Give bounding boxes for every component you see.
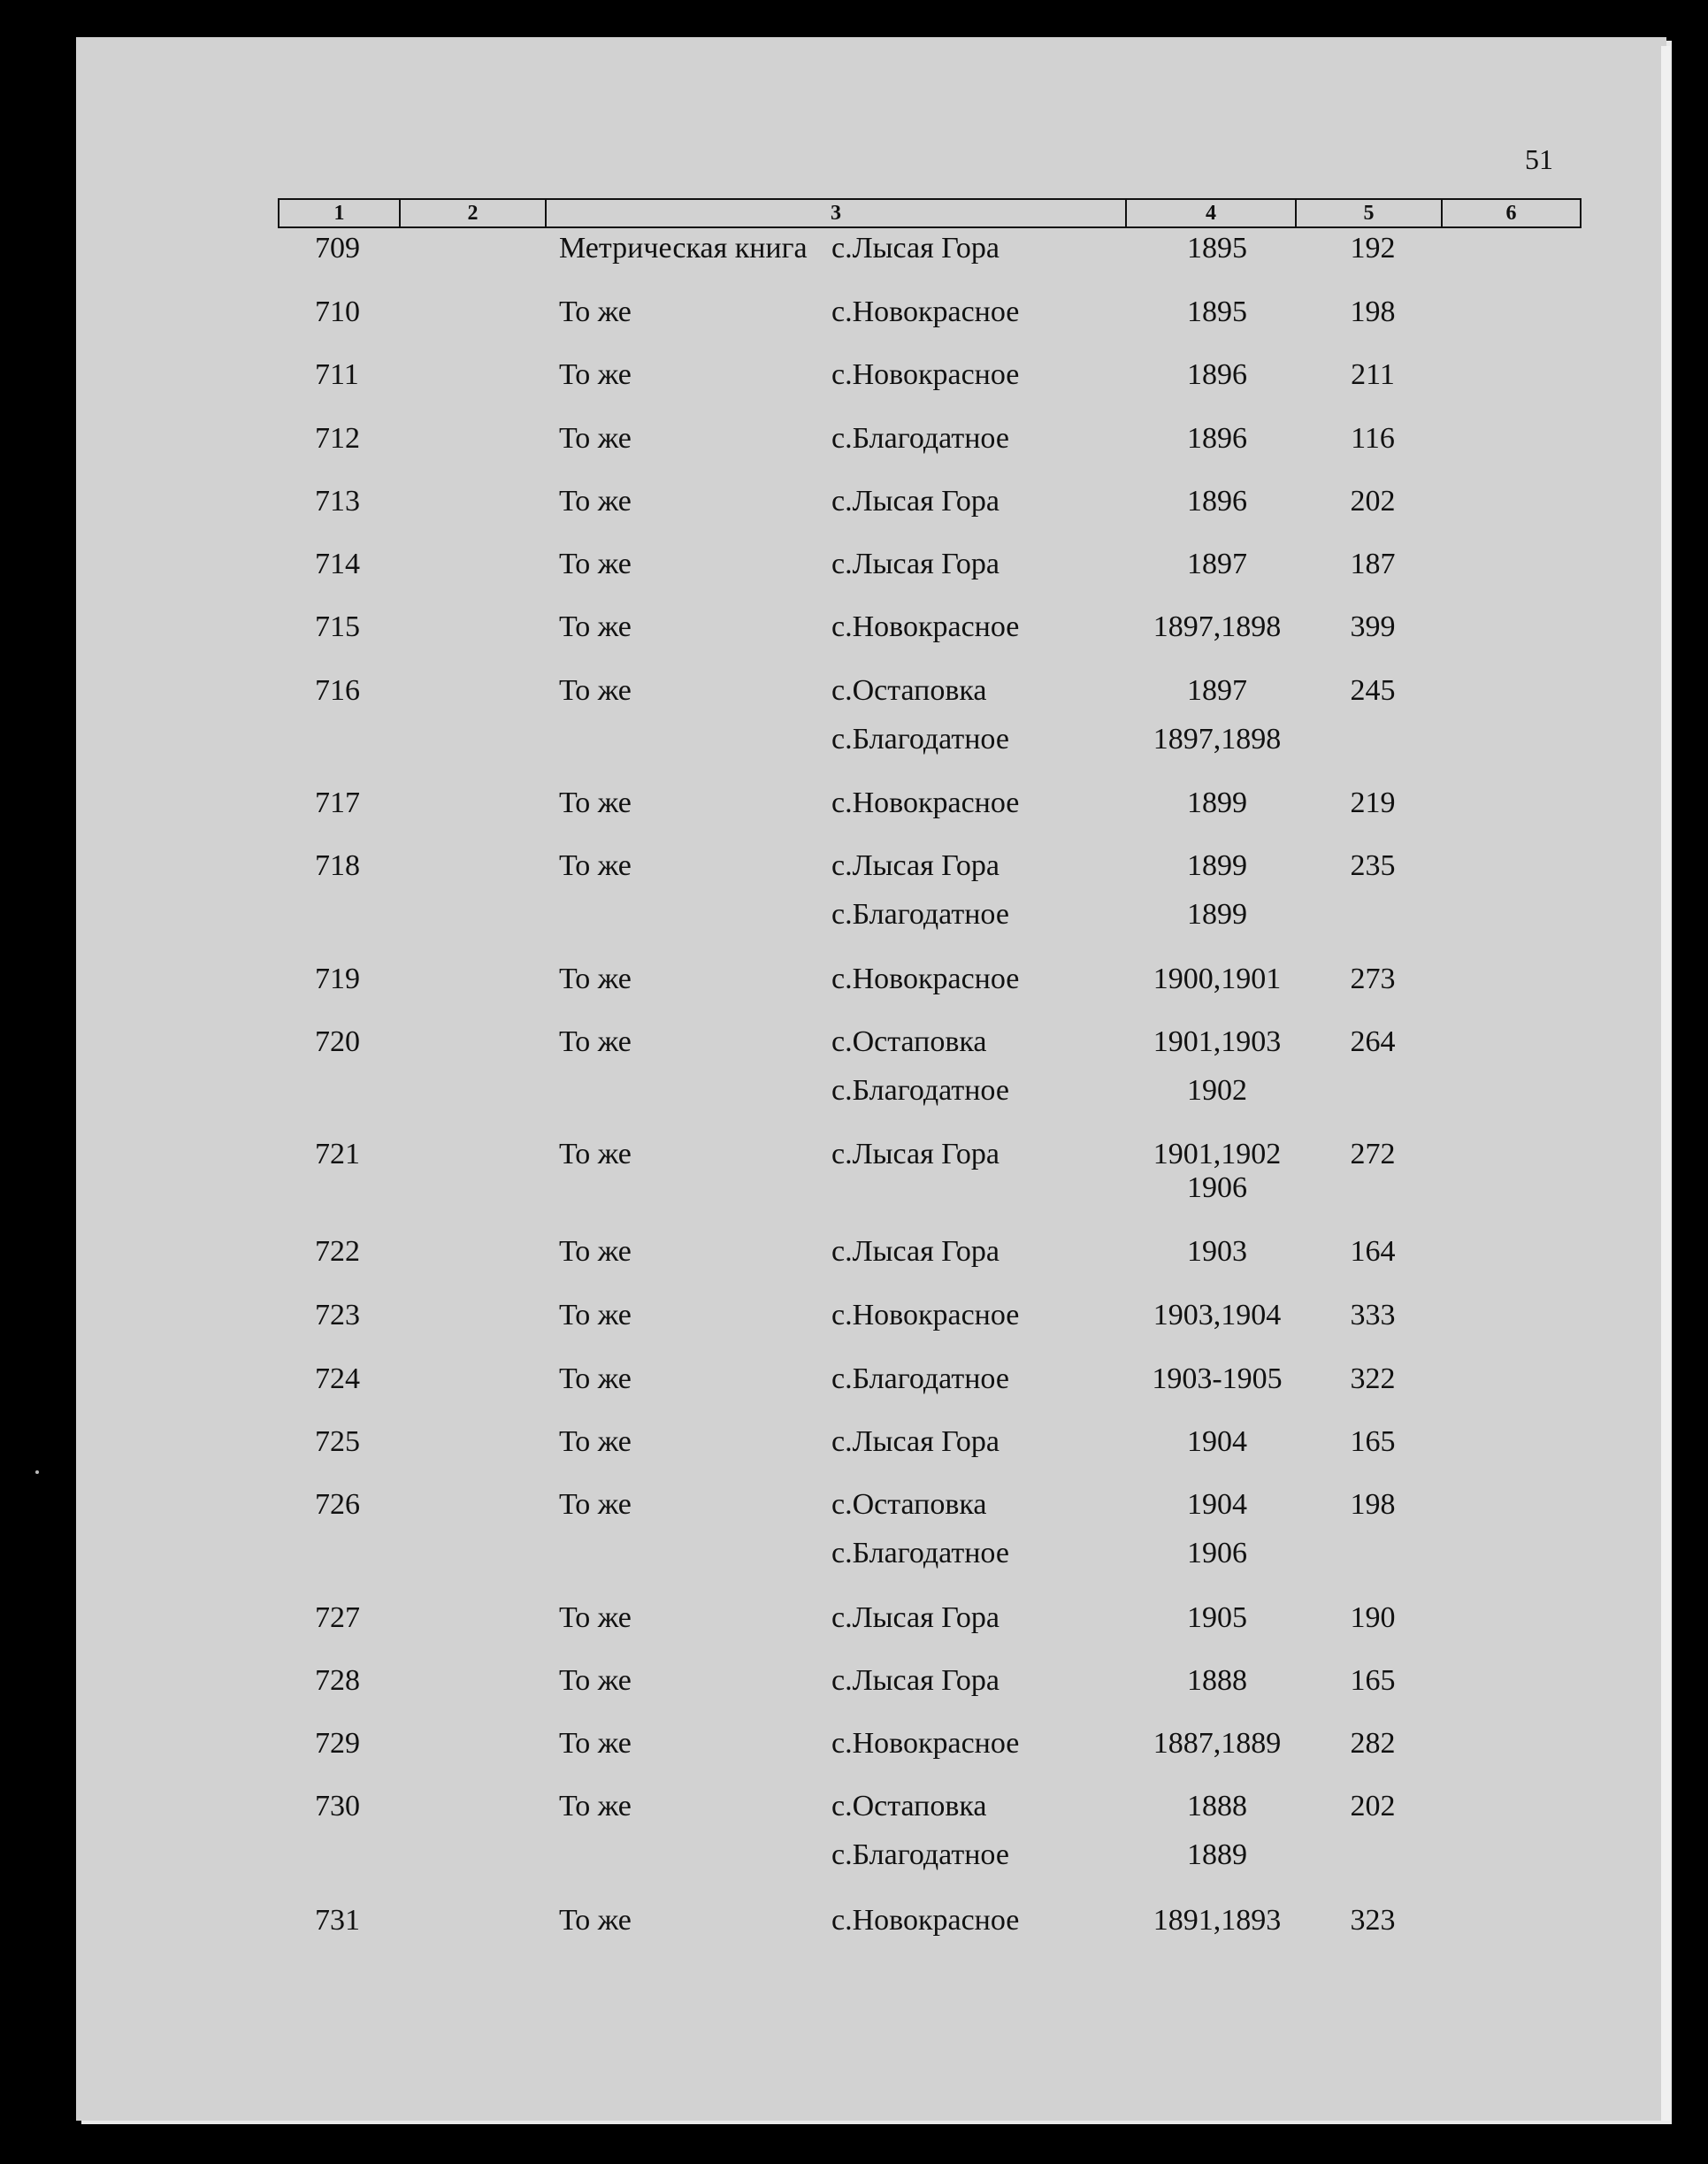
record-type: То же xyxy=(559,849,632,882)
record-place: с.Благодатное xyxy=(831,723,1009,756)
record-sheets: 219 xyxy=(1350,787,1396,819)
record-place: с.Благодатное xyxy=(831,1838,1009,1871)
record-place: с.Лысая Гора xyxy=(831,548,1000,580)
header-col-1: 1 xyxy=(280,200,401,226)
record-number: 721 xyxy=(315,1138,360,1170)
record-place: с.Остаповка xyxy=(831,1790,987,1823)
record-sheets: 164 xyxy=(1350,1235,1396,1268)
record-place: с.Благодатное xyxy=(831,1074,1009,1107)
record-year: 1902 xyxy=(1187,1074,1247,1107)
record-type: То же xyxy=(559,485,632,518)
record-year: 1897 xyxy=(1187,674,1247,707)
record-year: 1903 xyxy=(1187,1235,1247,1268)
record-number: 725 xyxy=(315,1425,360,1458)
record-place: с.Лысая Гора xyxy=(831,1235,1000,1268)
record-type: То же xyxy=(559,548,632,580)
record-year: 1897,1898 xyxy=(1153,610,1282,643)
record-type: То же xyxy=(559,358,632,391)
record-sheets: 272 xyxy=(1350,1138,1396,1170)
record-number: 724 xyxy=(315,1362,360,1395)
record-number: 709 xyxy=(315,232,360,265)
record-type: То же xyxy=(559,787,632,819)
record-sheets: 322 xyxy=(1350,1362,1396,1395)
record-year: 1897 xyxy=(1187,548,1247,580)
record-place: с.Новокрасное xyxy=(831,358,1020,391)
record-place: с.Остаповка xyxy=(831,1488,987,1521)
record-number: 720 xyxy=(315,1025,360,1058)
record-year: 1899 xyxy=(1187,898,1247,931)
record-place: с.Новокрасное xyxy=(831,295,1020,328)
record-number: 714 xyxy=(315,548,360,580)
record-year: 1889 xyxy=(1187,1838,1247,1871)
record-year: 1887,1889 xyxy=(1153,1727,1282,1760)
record-number: 711 xyxy=(315,358,359,391)
record-number: 710 xyxy=(315,295,360,328)
record-type: То же xyxy=(559,1601,632,1634)
record-sheets: 333 xyxy=(1350,1299,1396,1331)
record-sheets: 192 xyxy=(1350,232,1396,265)
record-sheets: 273 xyxy=(1350,963,1396,995)
record-place: с.Благодатное xyxy=(831,1537,1009,1569)
record-year: 1896 xyxy=(1187,358,1247,391)
record-place: с.Новокрасное xyxy=(831,963,1020,995)
record-number: 731 xyxy=(315,1904,360,1937)
record-type: То же xyxy=(559,1025,632,1058)
record-year: 1906 xyxy=(1187,1171,1247,1204)
record-year: 1901,1902 xyxy=(1153,1138,1282,1170)
record-sheets: 282 xyxy=(1350,1727,1396,1760)
record-year: 1888 xyxy=(1187,1790,1247,1823)
header-col-3: 3 xyxy=(547,200,1127,226)
record-number: 718 xyxy=(315,849,360,882)
record-place: с.Новокрасное xyxy=(831,1299,1020,1331)
record-year: 1895 xyxy=(1187,232,1247,265)
record-sheets: 165 xyxy=(1350,1425,1396,1458)
record-number: 729 xyxy=(315,1727,360,1760)
record-year: 1897,1898 xyxy=(1153,723,1282,756)
record-type: То же xyxy=(559,1362,632,1395)
record-type: То же xyxy=(559,1138,632,1170)
record-type: То же xyxy=(559,963,632,995)
record-sheets: 202 xyxy=(1350,485,1396,518)
record-number: 722 xyxy=(315,1235,360,1268)
record-sheets: 198 xyxy=(1350,1488,1396,1521)
record-number: 726 xyxy=(315,1488,360,1521)
record-place: с.Благодатное xyxy=(831,422,1009,455)
record-year: 1896 xyxy=(1187,422,1247,455)
record-year: 1899 xyxy=(1187,849,1247,882)
record-place: с.Новокрасное xyxy=(831,1904,1020,1937)
header-col-5: 5 xyxy=(1297,200,1443,226)
record-year: 1888 xyxy=(1187,1664,1247,1697)
record-place: с.Лысая Гора xyxy=(831,849,1000,882)
record-type: То же xyxy=(559,1904,632,1937)
record-sheets: 399 xyxy=(1350,610,1396,643)
record-number: 715 xyxy=(315,610,360,643)
record-type: То же xyxy=(559,1727,632,1760)
header-col-4: 4 xyxy=(1127,200,1297,226)
record-place: с.Благодатное xyxy=(831,898,1009,931)
page-number: 51 xyxy=(1525,143,1553,175)
record-place: с.Остаповка xyxy=(831,1025,987,1058)
record-year: 1901,1903 xyxy=(1153,1025,1282,1058)
record-place: с.Лысая Гора xyxy=(831,1664,1000,1697)
record-sheets: 202 xyxy=(1350,1790,1396,1823)
record-number: 713 xyxy=(315,485,360,518)
record-year: 1903-1905 xyxy=(1152,1362,1283,1395)
record-type: Метрическая книга xyxy=(559,232,808,265)
header-col-6: 6 xyxy=(1505,202,1517,225)
record-number: 719 xyxy=(315,963,360,995)
record-place: с.Новокрасное xyxy=(831,787,1020,819)
record-number: 728 xyxy=(315,1664,360,1697)
record-year: 1900,1901 xyxy=(1153,963,1282,995)
record-type: То же xyxy=(559,610,632,643)
record-number: 717 xyxy=(315,787,360,819)
record-place: с.Новокрасное xyxy=(831,610,1020,643)
record-sheets: 323 xyxy=(1350,1904,1396,1937)
record-sheets: 198 xyxy=(1350,295,1396,328)
record-sheets: 245 xyxy=(1350,674,1396,707)
record-type: То же xyxy=(559,1488,632,1521)
record-year: 1896 xyxy=(1187,485,1247,518)
record-year: 1899 xyxy=(1187,787,1247,819)
record-sheets: 116 xyxy=(1351,422,1395,455)
record-type: То же xyxy=(559,1425,632,1458)
header-col-2: 2 xyxy=(401,200,547,226)
record-type: То же xyxy=(559,1790,632,1823)
record-sheets: 187 xyxy=(1350,548,1396,580)
record-type: То же xyxy=(559,1664,632,1697)
record-place: с.Лысая Гора xyxy=(831,232,1000,265)
record-type: То же xyxy=(559,1299,632,1331)
record-place: с.Остаповка xyxy=(831,674,987,707)
record-type: То же xyxy=(559,1235,632,1268)
record-year: 1904 xyxy=(1187,1488,1247,1521)
record-number: 727 xyxy=(315,1601,360,1634)
record-year: 1904 xyxy=(1187,1425,1247,1458)
record-type: То же xyxy=(559,422,632,455)
record-place: с.Новокрасное xyxy=(831,1727,1020,1760)
record-number: 712 xyxy=(315,422,360,455)
record-year: 1906 xyxy=(1187,1537,1247,1569)
record-type: То же xyxy=(559,674,632,707)
record-sheets: 235 xyxy=(1350,849,1396,882)
record-place: с.Лысая Гора xyxy=(831,485,1000,518)
record-place: с.Лысая Гора xyxy=(831,1425,1000,1458)
record-sheets: 190 xyxy=(1350,1601,1396,1634)
record-type: То же xyxy=(559,295,632,328)
record-sheets: 264 xyxy=(1350,1025,1396,1058)
record-year: 1903,1904 xyxy=(1153,1299,1282,1331)
record-number: 716 xyxy=(315,674,360,707)
record-sheets: 211 xyxy=(1351,358,1395,391)
record-sheets: 165 xyxy=(1350,1664,1396,1697)
record-year: 1905 xyxy=(1187,1601,1247,1634)
record-place: с.Лысая Гора xyxy=(831,1138,1000,1170)
record-number: 723 xyxy=(315,1299,360,1331)
record-place: с.Благодатное xyxy=(831,1362,1009,1395)
record-year: 1895 xyxy=(1187,295,1247,328)
record-year: 1891,1893 xyxy=(1153,1904,1282,1937)
record-number: 730 xyxy=(315,1790,360,1823)
record-place: с.Лысая Гора xyxy=(831,1601,1000,1634)
